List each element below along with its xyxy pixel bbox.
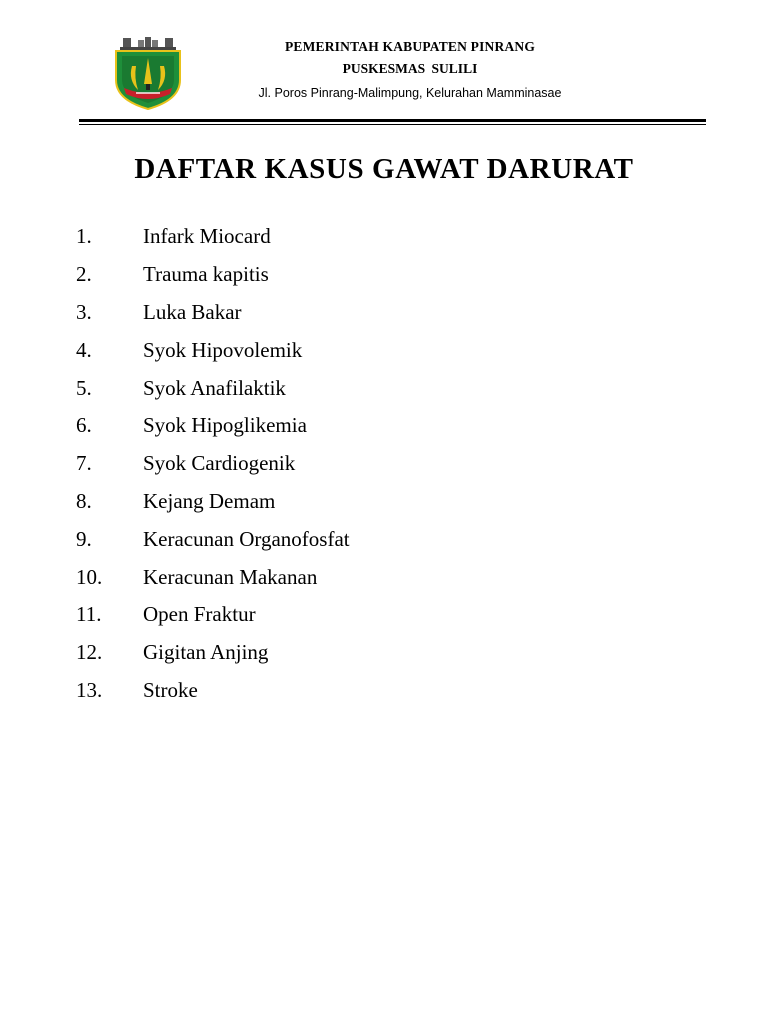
list-item: [76, 483, 350, 521]
case-name: Stroke: [143, 677, 198, 702]
item-number: 7.: [76, 451, 92, 476]
item-number: 3.: [76, 299, 92, 324]
item-number: 2.: [76, 262, 92, 287]
case-name: Luka Bakar: [143, 299, 242, 324]
kabupaten-emblem-icon: [110, 36, 186, 110]
item-number: 5.: [76, 375, 92, 400]
list-item: [76, 407, 350, 445]
item-number: 4.: [76, 337, 92, 362]
item-number: 10.: [76, 564, 103, 589]
list-item: [76, 672, 350, 710]
case-name: Syok Anafilaktik: [143, 375, 286, 400]
facility-name: PUSKESMAS SULILI: [342, 61, 478, 76]
letterhead: [0, 0, 768, 130]
item-number: 9.: [76, 526, 92, 551]
item-number: 1.: [76, 224, 92, 249]
case-name: Kejang Demam: [143, 488, 276, 513]
letterhead-divider-thick: [79, 119, 706, 122]
item-number: 11.: [76, 602, 102, 627]
letterhead-divider-thin: [79, 124, 706, 125]
item-number: 6.: [76, 413, 92, 438]
case-name: Gigitan Anjing: [143, 640, 269, 665]
list-item: [76, 369, 350, 407]
list-item: [76, 294, 350, 332]
list-item: [76, 445, 350, 483]
case-name: Syok Cardiogenik: [143, 451, 296, 476]
case-name: Syok Hipovolemik: [143, 337, 303, 362]
item-number: 8.: [76, 488, 92, 513]
list-item: [76, 634, 350, 672]
case-name: Infark Miocard: [143, 224, 271, 249]
case-name: Keracunan Organofosfat: [143, 526, 350, 551]
list-item: [76, 558, 350, 596]
case-name: Syok Hipoglikemia: [143, 413, 307, 438]
case-name: Keracunan Makanan: [143, 564, 318, 589]
case-name: Trauma kapitis: [143, 262, 269, 287]
item-number: 13.: [76, 677, 103, 702]
emergency-case-list: [76, 218, 350, 709]
document-title: DAFTAR KASUS GAWAT DARURAT: [134, 153, 634, 185]
facility-address: Jl. Poros Pinrang-Malimpung, Kelurahan Mamminasae: [258, 86, 562, 100]
organization-name: PEMERINTAH KABUPATEN PINRANG: [284, 39, 536, 54]
list-item: [76, 331, 350, 369]
list-item: [76, 218, 350, 256]
list-item: [76, 520, 350, 558]
list-item: [76, 596, 350, 634]
item-number: 12.: [76, 640, 103, 665]
case-name: Open Fraktur: [143, 602, 256, 627]
list-item: [76, 256, 350, 294]
